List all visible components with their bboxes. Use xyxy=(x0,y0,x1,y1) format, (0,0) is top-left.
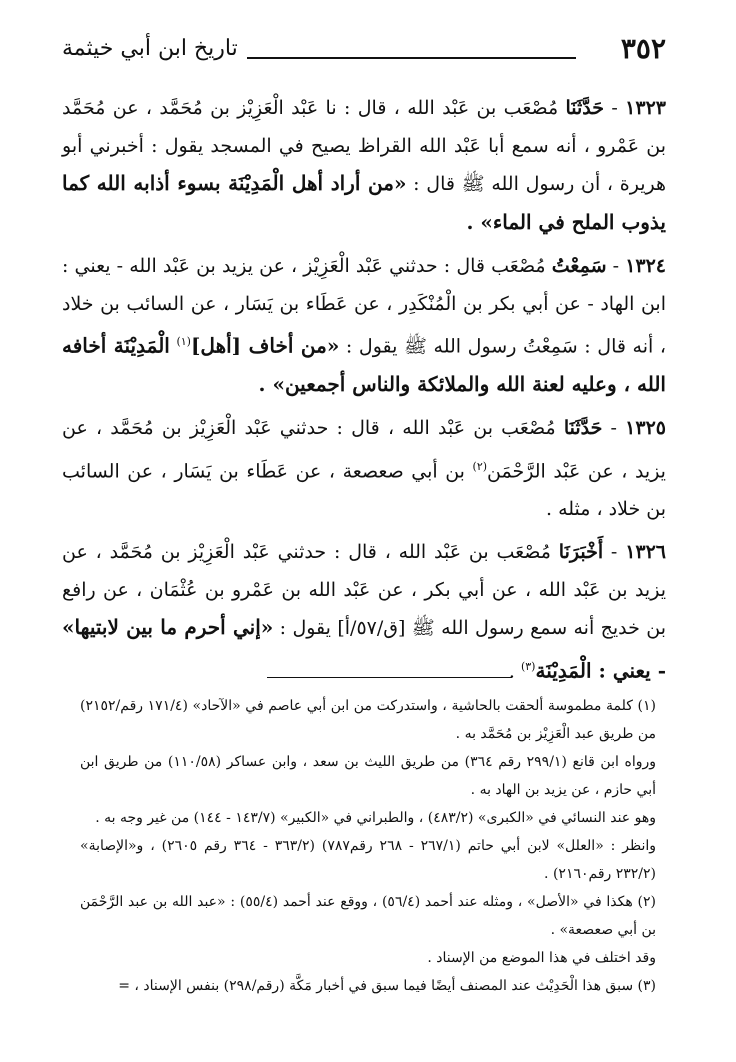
footnote-ref-2[interactable]: (٢) xyxy=(472,459,488,473)
footnote-1-cont-a xyxy=(80,748,656,804)
hadith-1324: ١٣٢٤ - سَمِعْتُ مُصْعَب قال : حدثني عَبْد الْعَزِيْز ، عن يزيد بن عَبْد الله - يعني : ابن الهاد - عن أبي بكر بن الْمُنْكَدِر ، عن عَطَاء بن يَسَار ، عن السائب بن خلاد ، أنه قال : سَمِعْتُ رسول الله ﷺ يقول : «من أخاف [أهل]$^{(١)}$ الْمَدِيْنَة أخافه الله ، وعليه لعنة الله والملائكة والناس أجمعين» . xyxy=(62,255,667,396)
footnote-separator xyxy=(267,677,512,678)
hadith-1326: ١٣٢٦ - أَخْبَرَنَا مُصْعَب بن عَبْد الله ، قال : حدثني عَبْد الْعَزِيْز بن مُحَمَّد ، عن يزيد بن عَبْد الله ، عن أبي بكر ، عن عَبْد الله بن عَمْرو بن عُثْمَان ، عن رافع بن خديج أنه سمع رسول الله ﷺ [ق/٥٧/أ] يقول : «إني أحرم ما بين لابتيها» - يعني : الْمَدِيْنَة$^{(٣)}$ . xyxy=(62,541,667,682)
hadith-text-end: بن أبي صعصعة ، عن عَطَاء بن يَسَار ، عن السائب بن خلاد ، مثله . xyxy=(62,460,666,520)
footnote-3 xyxy=(80,972,656,1000)
transmission-verb: سَمِعْتُ xyxy=(551,255,607,277)
transmission-verb: أَخْبَرَنَا xyxy=(558,541,604,564)
hadith-text: مُصْعَب قال : حدثني عَبْد الْعَزِيْز ، عن يزيد بن عَبْد الله - يعني : ابن الهاد - عن أبي بكر بن الْمُنْكَدِر ، عن عَطَاء بن يَسَار ، عن السائب بن خلاد ، أنه قال : سَمِعْتُ رسول الله ﷺ يقول : xyxy=(62,255,666,358)
hadith-text: مُصْعَب بن عَبْد الله ، قال : حدثني عَبْد الْعَزِيْز بن مُحَمَّد ، عن يزيد بن عَبْد الله ، عن أبي بكر ، عن عَبْد الله بن عَمْرو بن عُثْمَان ، عن رافع بن خديج أنه سمع رسول الله ﷺ [ق/٥٧/أ] يقول : xyxy=(62,541,667,640)
footnote-number: (٣) xyxy=(637,978,656,994)
hadith-quote: «من أراد أهل الْمَدِيْنَة بسوء أذابه الله كما يذوب الملح في الماء» . xyxy=(62,171,666,234)
hadith-quote: «إني أحرم ما بين لابتيها» - يعني : الْمَدِيْنَة xyxy=(62,615,666,682)
page-header xyxy=(62,30,666,74)
footnote-ref-1[interactable]: (١) xyxy=(176,335,191,348)
hadith-1325: ١٣٢٥ - حَدَّثَنَا مُصْعَب بن عَبْد الله ، قال : حدثني عَبْد الْعَزِيْز بن مُحَمَّد ، عن يزيد ، عن عَبْد الرَّحْمَن$^{(٢)}$ بن أبي صعصعة ، عن عَطَاء بن يَسَار ، عن السائب بن خلاد ، مثله . xyxy=(62,417,666,520)
footnote-text: هكذا في «الأصل» ، ومثله عند أحمد (٥٦/٤) ، ووقع عند أحمد (٥٥/٤) : «عبد الله بن عبد الرَّحْمَن بن أبي صعصعة» . xyxy=(80,894,656,938)
footnote-2 xyxy=(80,888,656,944)
footnote-text: كلمة مطموسة ألحقت بالحاشية ، واستدركت من ابن أبي عاصم في «الآحاد» (١٧١/٤ رقم/٢١٥٢) من طريق عبد الْعَزِيْز بن مُحَمَّد به . xyxy=(80,698,656,742)
footnote-text: سبق هذا الْحَدِيْث عند المصنف أيضًا فيما سبق في أخبار مَكَّة (رقم/٢٩٨) بنفس الإسناد ، = xyxy=(118,978,634,994)
hadith-number: ١٣٢٦ xyxy=(625,541,667,564)
footnote-text: وانظر : «العلل» لابن أبي حاتم (٢٦٧/١ - ٢٦٨ رقم٧٨٧) (٣٦٣/٢ - ٣٦٤ رقم ٢٦٠٥) ، و«الإصابة» (٢٣٢/٢ رقم٢١٦٠) . xyxy=(80,838,656,882)
hadith-text: مُصْعَب بن عَبْد الله ، قال : نا عَبْد الْعَزِيْز بن مُحَمَّد ، عن مُحَمَّد بن عَمْرو ، أنه سمع أبا عَبْد الله القراظ يصيح في المسجد يقول : أخبرني أبو هريرة ، أن رسول الله ﷺ قال : xyxy=(62,97,667,195)
running-title: تاريخ ابن أبي خيثمة xyxy=(62,36,238,61)
hadith-text-start: مُصْعَب بن عَبْد الله ، قال : حدثني عَبْد الْعَزِيْز بن مُحَمَّد ، عن يزيد ، عن عَبْد الرَّحْمَن xyxy=(62,417,666,483)
main-text xyxy=(62,90,666,696)
hadith-1323: ١٣٢٣ - حَدَّثَنَا مُصْعَب بن عَبْد الله ، قال : نا عَبْد الْعَزِيْز بن مُحَمَّد ، عن مُحَمَّد بن عَمْرو ، أنه سمع أبا عَبْد الله القراظ يصيح في المسجد يقول : أخبرني أبو هريرة ، أن رسول الله ﷺ قال : «من أراد أهل الْمَدِيْنَة بسوء أذابه الله كما يذوب الملح في الماء» . xyxy=(62,97,667,234)
header-rule xyxy=(247,57,576,59)
page-number: ٣٥٢ xyxy=(620,32,666,65)
hadith-tail: . xyxy=(508,659,515,682)
footnote-ref-3[interactable]: (٣) xyxy=(520,659,536,673)
hadith-quote-end: الْمَدِيْنَة أخافه الله ، وعليه لعنة الله والملائكة والناس أجمعين» . xyxy=(62,333,666,396)
footnote-1 xyxy=(80,692,656,748)
footnote-number: (٢) xyxy=(637,894,656,910)
hadith-number: ١٣٢٥ xyxy=(625,417,666,440)
transmission-verb: حَدَّثَنَا xyxy=(565,97,605,119)
footnote-1-cont-c xyxy=(80,832,656,888)
transmission-verb: حَدَّثَنَا xyxy=(563,417,603,440)
footnote-text: وهو عند النسائي في «الكبرى» (٤٨٣/٢) ، والطبراني في «الكبير» (١٤٣/٧ - ١٤٤) من غير وجه به . xyxy=(95,810,656,826)
footnote-2-cont xyxy=(80,944,656,972)
hadith-number: ١٣٢٣ xyxy=(625,97,666,119)
footnotes xyxy=(80,692,656,1000)
footnote-text: ورواه ابن قانع (٢٩٩/١ رقم ٣٦٤) من طريق الليث بن سعد ، وابن عساكر (١١٠/٥٨) من طريق ابن أبي حازم ، عن يزيد بن الهاد به . xyxy=(80,754,656,798)
hadith-quote-start: «من أخاف [أهل] xyxy=(190,333,340,358)
footnote-1-cont-b xyxy=(80,804,656,832)
footnote-text: وقد اختلف في هذا الموضع من الإسناد . xyxy=(427,950,656,966)
hadith-number: ١٣٢٤ xyxy=(625,255,667,277)
footnote-number: (١) xyxy=(637,698,657,714)
